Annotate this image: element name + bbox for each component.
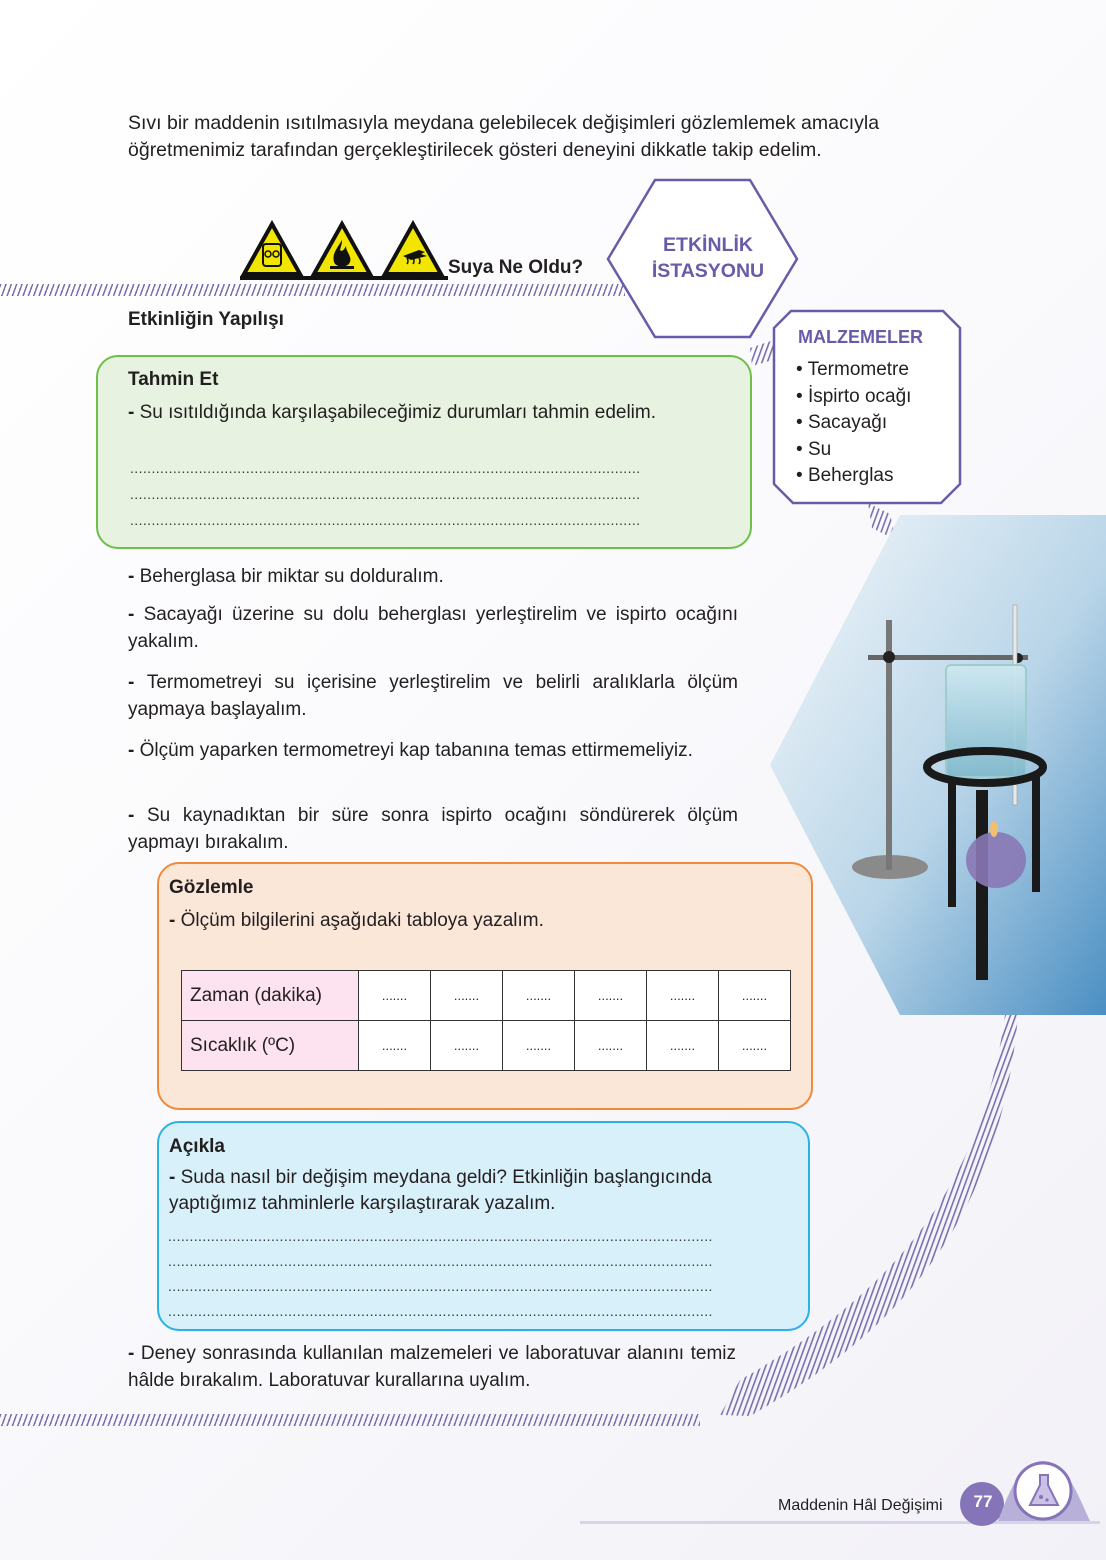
procedure-step-text: Termometreyi su içerisine yerleştirelim ve belirli aralıklarla ölçüm yapmaya başlayalım. <box>128 672 739 720</box>
predict-title: Tahmin Et <box>128 369 219 390</box>
materials-list <box>796 357 911 490</box>
table-cell[interactable]: ....... <box>359 971 431 1021</box>
station-label <box>628 232 788 284</box>
procedure-step: - Ölçüm yaparken termometreyi kap tabanına temas ettirmemeliyiz. <box>128 740 693 761</box>
hazard-baseline <box>240 276 448 280</box>
procedure-step-text: Su kaynadıktan bir süre sonra ispirto ocağını söndürerek ölçüm yapmayı bırakalım. <box>128 805 738 853</box>
table-cell[interactable]: ....... <box>575 971 647 1021</box>
hatch-divider-top <box>0 284 625 296</box>
procedure-step: - Beherglasa bir miktar su dolduralım. <box>128 566 444 587</box>
page-number: 77 <box>973 1492 993 1511</box>
intro-paragraph: Sıvı bir maddenin ısıtılmasıyla meydana gelebilecek değişimleri gözlemlemek amacıyla öğretmenimiz tarafından gerçekleştirilecek gösteri deneyini dikkatle takip edelim. <box>128 112 880 161</box>
predict-answer-line[interactable]: ....................................................................................................................... <box>130 512 641 528</box>
table-row <box>182 971 791 1021</box>
materials-item: • Su <box>796 437 911 464</box>
station-label-line2: İSTASYONU <box>651 260 765 282</box>
predict-answer-line[interactable]: ....................................................................................................................... <box>130 486 641 502</box>
table-cell[interactable]: ....... <box>647 1021 719 1071</box>
closing-step: - Deney sonrasında kullanılan malzemeleri ve laboratuvar alanını temiz hâlde bırakalım. Laboratuvar kurallarına uyalım. <box>128 1343 736 1391</box>
explain-answer-line[interactable]: ............................................................................................................................... <box>168 1253 713 1269</box>
materials-item: • Sacayağı <box>796 410 911 437</box>
procedure-step-text: Ölçüm yaparken termometreyi kap tabanına temas ettirmemeliyiz. <box>139 740 693 761</box>
procedure-step-text: Beherglasa bir miktar su dolduralım. <box>139 566 444 587</box>
flask-icon <box>1028 1473 1060 1509</box>
activity-title: Suya Ne Oldu? <box>448 257 584 278</box>
explain-text: - Suda nasıl bir değişim meydana geldi? Etkinliğin başlangıcında yaptığımız tahminlerle karşılaştırarak yazalım. <box>169 1167 712 1214</box>
observe-title: Gözlemle <box>169 877 254 898</box>
hot-surface-icon <box>381 220 445 278</box>
materials-item: • İspirto ocağı <box>796 384 911 411</box>
procedure-step-text: Sacayağı üzerine su dolu beherglası yerleştirelim ve ispirto ocağını yakalım. <box>128 604 739 652</box>
observe-text: - Ölçüm bilgilerini aşağıdaki tabloya yazalım. <box>169 910 544 931</box>
procedure-step: - Su kaynadıktan bir süre sonra ispirto ocağını söndürerek ölçüm yapmayı bırakalım. <box>128 805 738 853</box>
eye-protection-icon <box>240 220 304 278</box>
table-row-header: Zaman (dakika) <box>182 971 359 1021</box>
materials-title: MALZEMELER <box>798 327 923 347</box>
procedure-step: - Termometreyi su içerisine yerleştirelim ve belirli aralıklarla ölçüm yapmaya başlayalım. <box>128 672 739 720</box>
measurement-table <box>181 970 791 1071</box>
predict-text-body: Su ısıtıldığında karşılaşabileceğimiz durumları tahmin edelim. <box>139 402 657 423</box>
explain-text-body: Suda nasıl bir değişim meydana geldi? Etkinliğin başlangıcında yaptığımız tahminlerle karşılaştırarak yazalım. <box>169 1167 712 1214</box>
table-cell[interactable]: ....... <box>503 971 575 1021</box>
table-cell[interactable]: ....... <box>431 1021 503 1071</box>
explain-title: Açıkla <box>169 1136 225 1157</box>
table-row-header: Sıcaklık (ºC) <box>182 1021 359 1071</box>
hatch-divider-bottom <box>0 1414 700 1426</box>
station-label-line1: ETKİNLİK <box>663 234 753 256</box>
footer-decoration <box>580 1455 1100 1530</box>
explain-answer-line[interactable]: ............................................................................................................................... <box>168 1278 713 1294</box>
table-row <box>182 1021 791 1071</box>
explain-answer-line[interactable]: ............................................................................................................................... <box>168 1228 713 1244</box>
table-cell[interactable]: ....... <box>575 1021 647 1071</box>
closing-step-text: Deney sonrasında kullanılan malzemeleri ve laboratuvar alanını temiz hâlde bırakalım. Laboratuvar kurallarına uyalım. <box>128 1343 736 1391</box>
procedure-heading: Etkinliğin Yapılışı <box>128 309 284 330</box>
observe-text-body: Ölçüm bilgilerini aşağıdaki tabloya yazalım. <box>180 910 544 931</box>
predict-dash: - <box>128 402 135 423</box>
procedure-step: - Sacayağı üzerine su dolu beherglası yerleştirelim ve ispirto ocağını yakalım. <box>128 604 739 652</box>
table-cell[interactable]: ....... <box>719 1021 791 1071</box>
table-cell[interactable]: ....... <box>719 971 791 1021</box>
chapter-title: Maddenin Hâl Değişimi <box>778 1497 943 1514</box>
table-cell[interactable]: ....... <box>431 971 503 1021</box>
table-cell[interactable]: ....... <box>647 971 719 1021</box>
predict-text <box>128 400 723 426</box>
table-cell[interactable]: ....... <box>359 1021 431 1071</box>
predict-answer-line[interactable]: ....................................................................................................................... <box>130 460 641 476</box>
flammable-icon <box>310 220 374 278</box>
materials-item: • Termometre <box>796 357 911 384</box>
materials-item: • Beherglas <box>796 463 911 490</box>
experiment-setup-image <box>770 515 1106 1015</box>
table-cell[interactable]: ....... <box>503 1021 575 1071</box>
explain-answer-line[interactable]: ............................................................................................................................... <box>168 1303 713 1319</box>
